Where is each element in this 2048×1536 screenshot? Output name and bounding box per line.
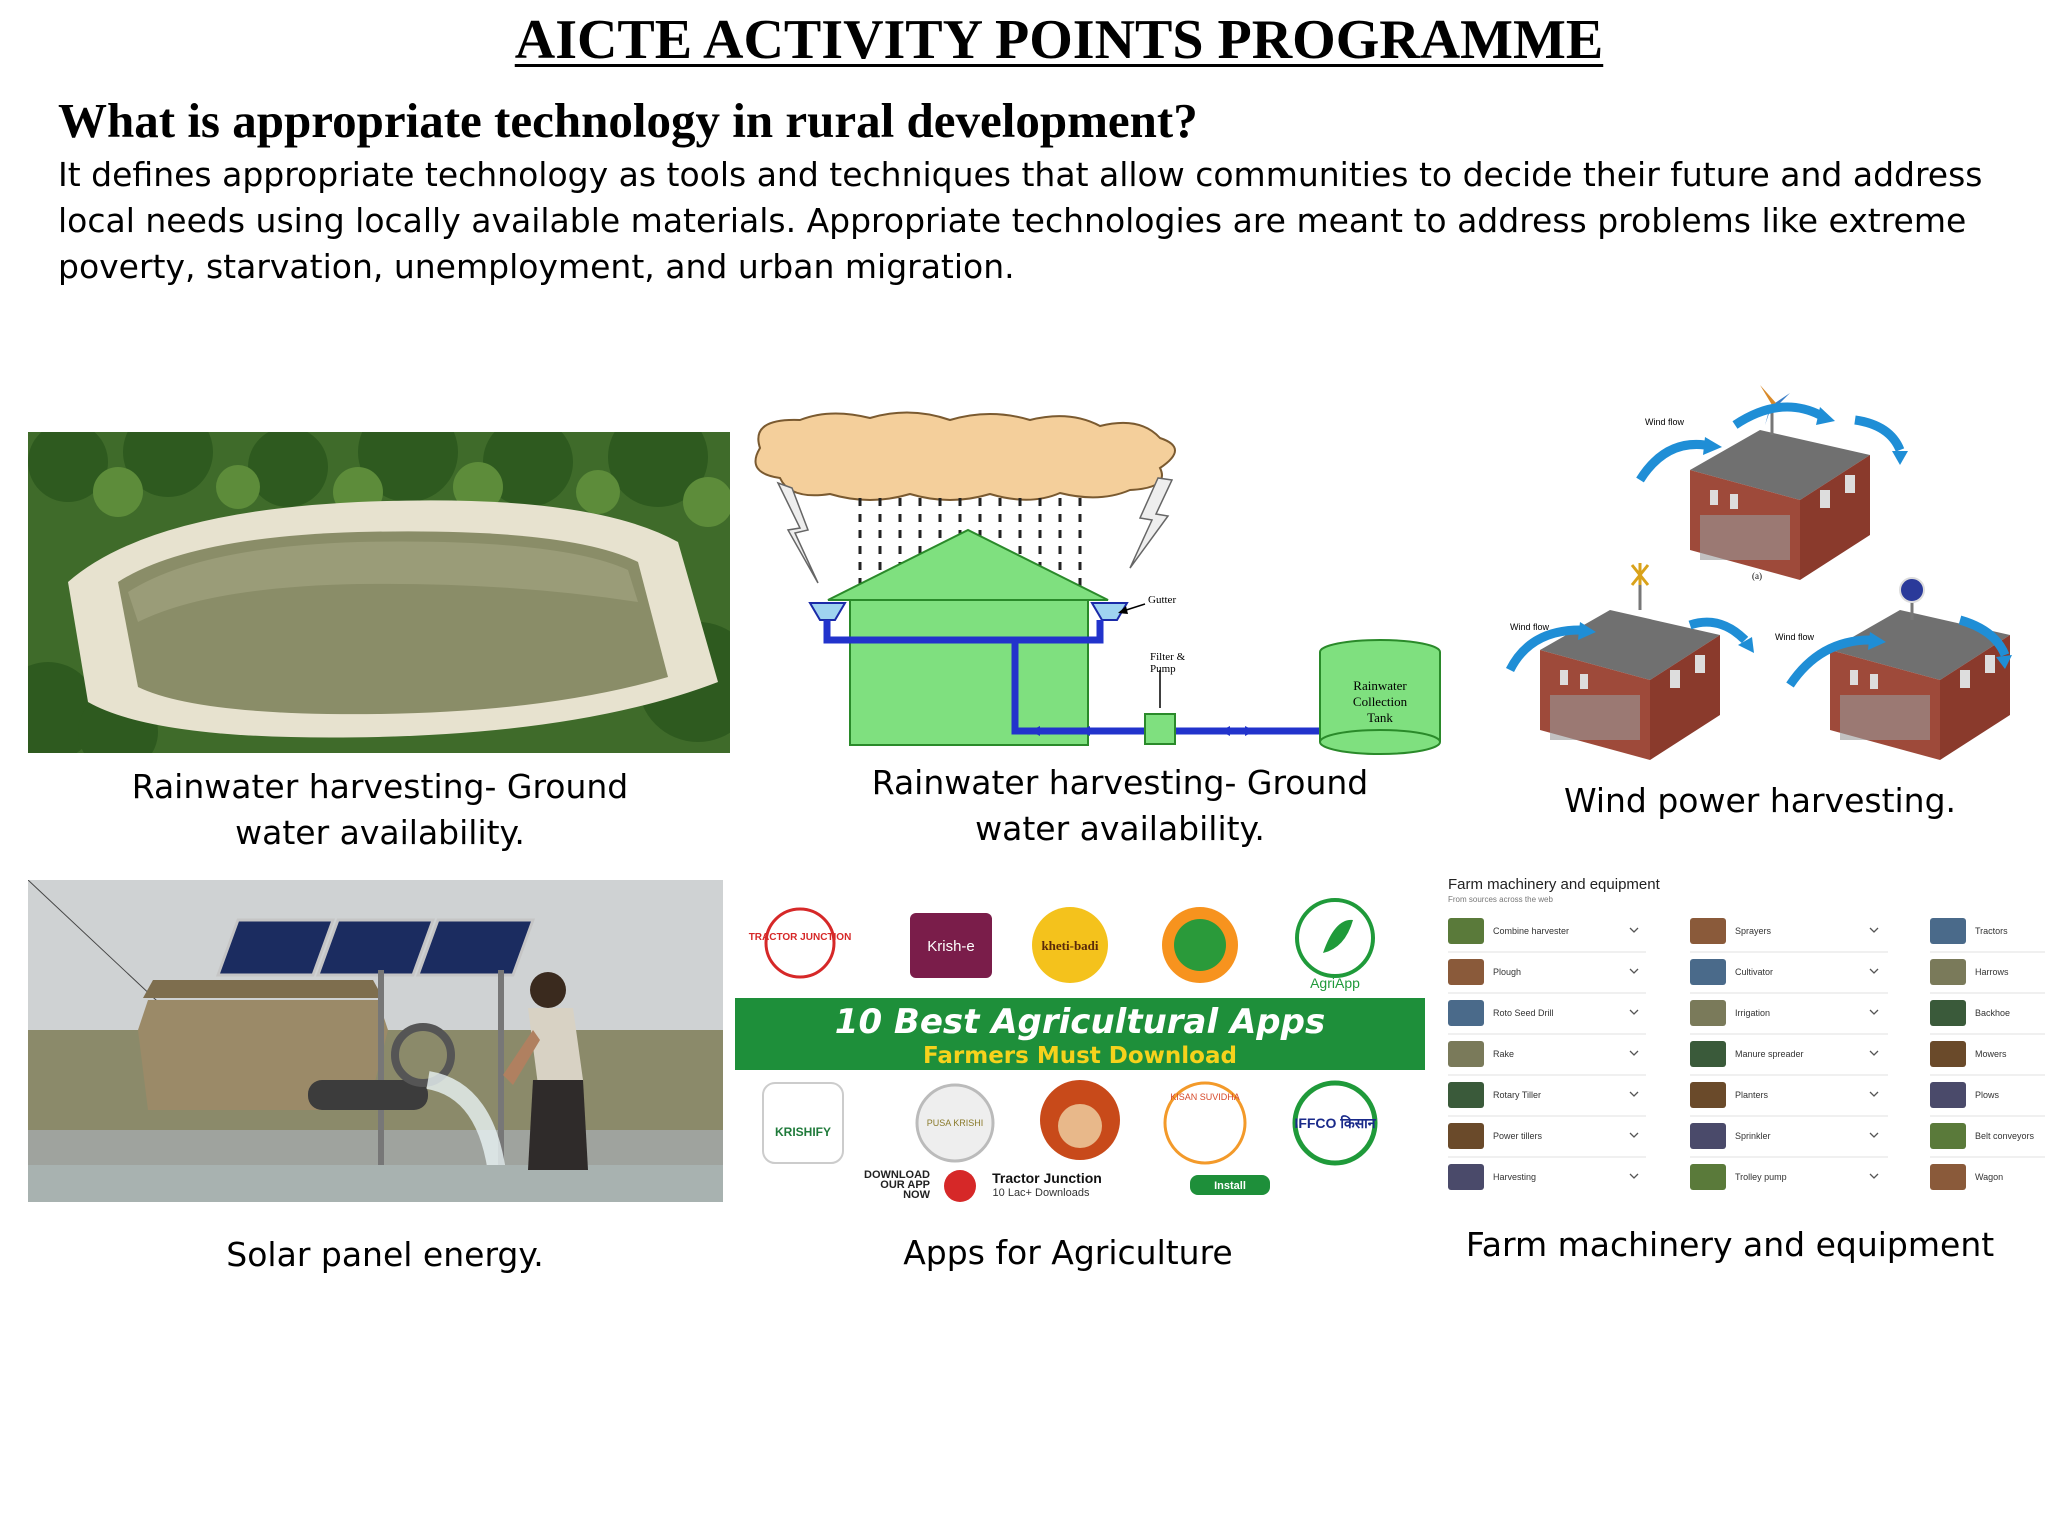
machinery-item-label: Sprayers: [1735, 926, 1772, 936]
logo-krishify: KRISHIFY: [774, 1125, 832, 1139]
machinery-thumbnail: [1448, 1082, 1484, 1108]
label-pump: Pump: [1150, 663, 1176, 675]
machinery-thumbnail: [1448, 918, 1484, 944]
solar-photo: [28, 880, 723, 1202]
caption-machinery: Farm machinery and equipment: [1465, 1225, 1995, 1264]
machinery-item-label: Backhoe: [1975, 1008, 2011, 1018]
apps-headline: 10 Best Agricultural Apps: [834, 1002, 1326, 1042]
chevron-down-icon[interactable]: [1630, 1133, 1638, 1137]
label-tank-3: Tank: [1367, 710, 1393, 725]
wind-label-a: Wind flow: [1645, 417, 1685, 427]
logo-pusa-krishi: PUSA KRISHI: [926, 1118, 984, 1128]
machinery-item[interactable]: [1690, 1123, 1888, 1157]
caption-solar: Solar panel energy.: [226, 1235, 544, 1274]
machinery-item-label: Power tillers: [1493, 1131, 1543, 1141]
chevron-down-icon[interactable]: [1870, 1174, 1878, 1178]
app-name: Tractor Junction: [992, 1170, 1102, 1186]
chevron-down-icon[interactable]: [1630, 1010, 1638, 1014]
machinery-item[interactable]: [1448, 1082, 1646, 1116]
chevron-down-icon[interactable]: [1870, 1051, 1878, 1055]
machinery-item-label: Planters: [1735, 1090, 1769, 1100]
machinery-item-label: Plough: [1493, 967, 1522, 977]
chevron-down-icon[interactable]: [1630, 1174, 1638, 1178]
machinery-item[interactable]: [1930, 959, 2045, 993]
rainwater-diagram: [740, 408, 1460, 758]
machinery-thumbnail: [1690, 1164, 1726, 1190]
machinery-item[interactable]: [1930, 1000, 2045, 1034]
machinery-thumbnail: [1930, 1041, 1966, 1067]
machinery-thumbnail: [1930, 1123, 1966, 1149]
chevron-down-icon[interactable]: [1870, 1133, 1878, 1137]
chevron-down-icon[interactable]: [1870, 928, 1878, 932]
machinery-thumbnail: [1448, 1164, 1484, 1190]
machinery-thumbnail: [1690, 918, 1726, 944]
chevron-down-icon[interactable]: [1630, 1092, 1638, 1096]
chevron-down-icon[interactable]: [1630, 928, 1638, 932]
machinery-thumbnail: [1448, 1041, 1484, 1067]
wind-power-diagram: [1490, 385, 2020, 770]
machinery-item-label: Plows: [1975, 1090, 2000, 1100]
machinery-item[interactable]: [1690, 959, 1888, 993]
machinery-thumbnail: [1690, 1000, 1726, 1026]
download-line-3: NOW: [903, 1189, 930, 1201]
chevron-down-icon[interactable]: [1870, 1092, 1878, 1096]
machinery-item-label: Combine harvester: [1493, 926, 1570, 936]
machinery-item-label: Irrigation: [1735, 1008, 1771, 1018]
wind-label-c: Wind flow: [1775, 632, 1815, 642]
machinery-thumbnail: [1930, 1164, 1966, 1190]
machinery-item[interactable]: [1930, 918, 2045, 952]
machinery-item-label: Roto Seed Drill: [1493, 1008, 1554, 1018]
page-title: AICTE ACTIVITY POINTS PROGRAMME: [514, 9, 1604, 71]
machinery-panel: [1440, 870, 2048, 1200]
section-heading: What is appropriate technology in rural development?: [58, 93, 1198, 148]
machinery-thumbnail: [1690, 1082, 1726, 1108]
logo-agriapp: AgriApp: [1310, 975, 1360, 991]
intro-paragraph: It defines appropriate technology as tools and techniques that allow communities to decide their future and address local needs using locally available materials. Appropriate technologies are meant to address problems like extreme poverty, starvation, unemployment, and urban migration.: [58, 155, 1983, 286]
machinery-thumbnail: [1690, 1123, 1726, 1149]
label-gutter: Gutter: [1148, 594, 1177, 606]
machinery-thumbnail: [1448, 959, 1484, 985]
download-line-2: OUR APP: [880, 1179, 930, 1191]
machinery-item-label: Trolley pump: [1735, 1172, 1787, 1182]
machinery-item[interactable]: [1930, 1123, 2045, 1157]
logo-iffco: IFFCO किसान: [1294, 1115, 1376, 1131]
machinery-item[interactable]: [1448, 959, 1646, 993]
apps-subline: Farmers Must Download: [923, 1043, 1237, 1069]
label-tank-1: Rainwater: [1353, 678, 1407, 693]
label-filter: Filter &: [1150, 651, 1186, 663]
machinery-item-label: Sprinkler: [1735, 1131, 1771, 1141]
pond-photo: [28, 432, 730, 753]
machinery-panel-title: Farm machinery and equipment: [1448, 876, 1660, 893]
logo-kheti-badi: kheti-badi: [1041, 938, 1099, 953]
machinery-thumbnail: [1690, 1041, 1726, 1067]
logo-krish-e: Krish-e: [927, 938, 975, 955]
machinery-item[interactable]: [1448, 918, 1646, 952]
chevron-down-icon[interactable]: [1630, 1051, 1638, 1055]
machinery-item-label: Tractors: [1975, 926, 2008, 936]
machinery-item[interactable]: [1690, 918, 1888, 952]
machinery-panel-subtitle: From sources across the web: [1448, 895, 1553, 904]
caption-apps: Apps for Agriculture: [903, 1233, 1233, 1272]
panel-a-label: (a): [1752, 571, 1762, 581]
machinery-item-label: Manure spreader: [1735, 1049, 1804, 1059]
install-button-label: Install: [1214, 1180, 1246, 1192]
machinery-item[interactable]: [1690, 1082, 1888, 1116]
caption-wind: Wind power harvesting.: [1563, 781, 1957, 820]
chevron-down-icon[interactable]: [1870, 969, 1878, 973]
machinery-item[interactable]: [1930, 1041, 2045, 1075]
machinery-item[interactable]: [1690, 1041, 1888, 1075]
machinery-item-label: Cultivator: [1735, 967, 1774, 977]
machinery-item[interactable]: [1448, 1041, 1646, 1075]
caption-diagram: Rainwater harvesting- Ground water availability.: [871, 763, 1369, 848]
logo-tractor-junction: TRACTOR JUNCTION: [748, 932, 852, 943]
machinery-item[interactable]: [1448, 1123, 1646, 1157]
machinery-thumbnail: [1930, 959, 1966, 985]
download-line-1: DOWNLOAD: [864, 1169, 930, 1181]
machinery-item-label: Belt conveyors: [1975, 1131, 2035, 1141]
machinery-item-label: Rotary Tiller: [1493, 1090, 1542, 1100]
machinery-item[interactable]: [1930, 1082, 2045, 1116]
apps-banner: [735, 888, 1425, 1208]
app-downloads: 10 Lac+ Downloads: [992, 1187, 1090, 1199]
machinery-item-label: Rake: [1493, 1049, 1515, 1059]
chevron-down-icon[interactable]: [1870, 1010, 1878, 1014]
machinery-thumbnail: [1690, 959, 1726, 985]
machinery-thumbnail: [1448, 1123, 1484, 1149]
machinery-item-label: Wagon: [1975, 1172, 2004, 1182]
machinery-thumbnail: [1930, 1082, 1966, 1108]
label-tank-2: Collection: [1352, 694, 1408, 709]
chevron-down-icon[interactable]: [1630, 969, 1638, 973]
machinery-item-label: Mowers: [1975, 1049, 2007, 1059]
wind-label-b: Wind flow: [1510, 622, 1550, 632]
machinery-item-label: Harrows: [1975, 967, 2009, 977]
machinery-item[interactable]: [1448, 1000, 1646, 1034]
machinery-item[interactable]: [1690, 1164, 1878, 1190]
machinery-item[interactable]: [1930, 1164, 2003, 1190]
machinery-item-label: Harvesting: [1493, 1172, 1537, 1182]
machinery-thumbnail: [1930, 918, 1966, 944]
logo-kisan-suvidha: KISAN SUVIDHA: [1170, 1092, 1240, 1102]
caption-pond: Rainwater harvesting- Ground water availability.: [131, 767, 629, 852]
machinery-item[interactable]: [1690, 1000, 1888, 1034]
machinery-thumbnail: [1448, 1000, 1484, 1026]
machinery-thumbnail: [1930, 1000, 1966, 1026]
machinery-item[interactable]: [1448, 1164, 1638, 1190]
